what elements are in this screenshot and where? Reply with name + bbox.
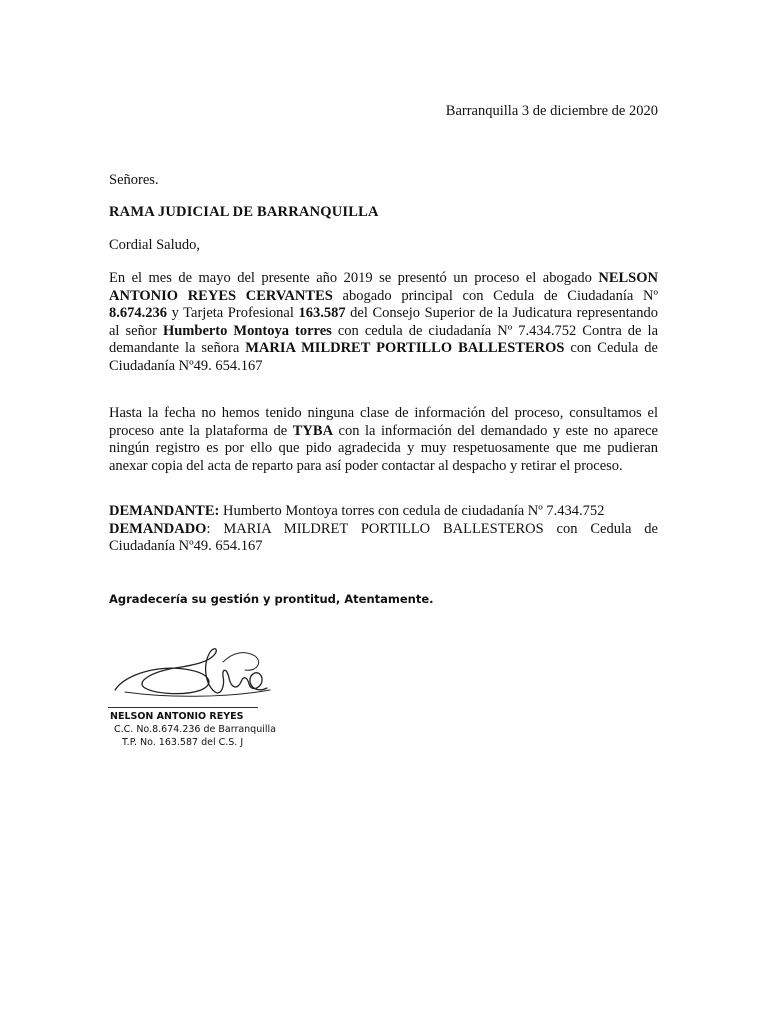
p1-text-3: y Tarjeta Profesional bbox=[167, 305, 299, 321]
demandante-label: DEMANDANTE: bbox=[109, 503, 220, 519]
signer-name: NELSON ANTONIO REYES bbox=[110, 711, 244, 722]
signature-block bbox=[110, 710, 276, 749]
p1-lawyer-name: NELSON ANTONIO REYES CERVANTES bbox=[109, 270, 658, 304]
p1-text-4: del Consejo Superior de la Judicatura representando al señor bbox=[109, 305, 658, 339]
p1-text-6: con Cedula de Ciudadanía Nº49. 654.167 bbox=[109, 340, 658, 374]
demandado-text: : MARIA MILDRET PORTILLO BALLESTEROS con Cedula de Ciudadanía Nº49. 654.167 bbox=[109, 520, 658, 554]
paragraph-1 bbox=[109, 270, 658, 375]
p1-client-name: Humberto Montoya torres bbox=[162, 322, 332, 339]
signature-line bbox=[108, 707, 258, 708]
closing-line: Agradecería su gestión y prontitud, Atentamente. bbox=[109, 592, 434, 606]
p2-text-1: Hasta la fecha no hemos tenido ninguna clase de información del proceso, consultamos el proceso ante la plataforma de bbox=[109, 405, 658, 439]
demandado-label: DEMANDADO bbox=[109, 520, 207, 537]
p1-text-2: abogado principal con Cedula de Ciudadanía Nº bbox=[332, 287, 658, 304]
p2-platform-name: TYBA bbox=[292, 422, 334, 439]
salutation: Señores. bbox=[109, 172, 159, 188]
parties-block bbox=[109, 503, 658, 556]
signer-id: C.C. No.8.674.236 de Barranquilla bbox=[114, 724, 276, 735]
p2-text-2: con la información del demandado y este no aparece ningún registro es por ello que pido agradecida y muy respetuosamente que me pudieran anexar copia del acta de reparto para así poder contactar al despacho y retirar el proceso. bbox=[109, 422, 658, 474]
p1-defendant-name: MARIA MILDRET PORTILLO BALLESTEROS bbox=[245, 340, 565, 356]
greeting: Cordial Saludo, bbox=[109, 237, 201, 253]
letter-date: Barranquilla 3 de diciembre de 2020 bbox=[445, 103, 658, 119]
handwritten-signature bbox=[105, 632, 285, 712]
p1-text-1: En el mes de mayo del presente año 2019 se presentó un proceso el abogado bbox=[109, 270, 599, 286]
p1-text-5: con cedula de ciudadanía Nº 7.434.752 Contra de la demandante la señora bbox=[109, 322, 658, 356]
p1-professional-card: 163.587 bbox=[298, 305, 346, 321]
p1-lawyer-id: 8.674.236 bbox=[109, 305, 167, 321]
paragraph-2 bbox=[109, 405, 658, 475]
signer-professional-card: T.P. No. 163.587 del C.S. J bbox=[122, 737, 244, 748]
demandante-text: Humberto Montoya torres con cedula de ciudadanía Nº 7.434.752 bbox=[219, 503, 605, 519]
recipient: RAMA JUDICIAL DE BARRANQUILLA bbox=[109, 204, 379, 220]
